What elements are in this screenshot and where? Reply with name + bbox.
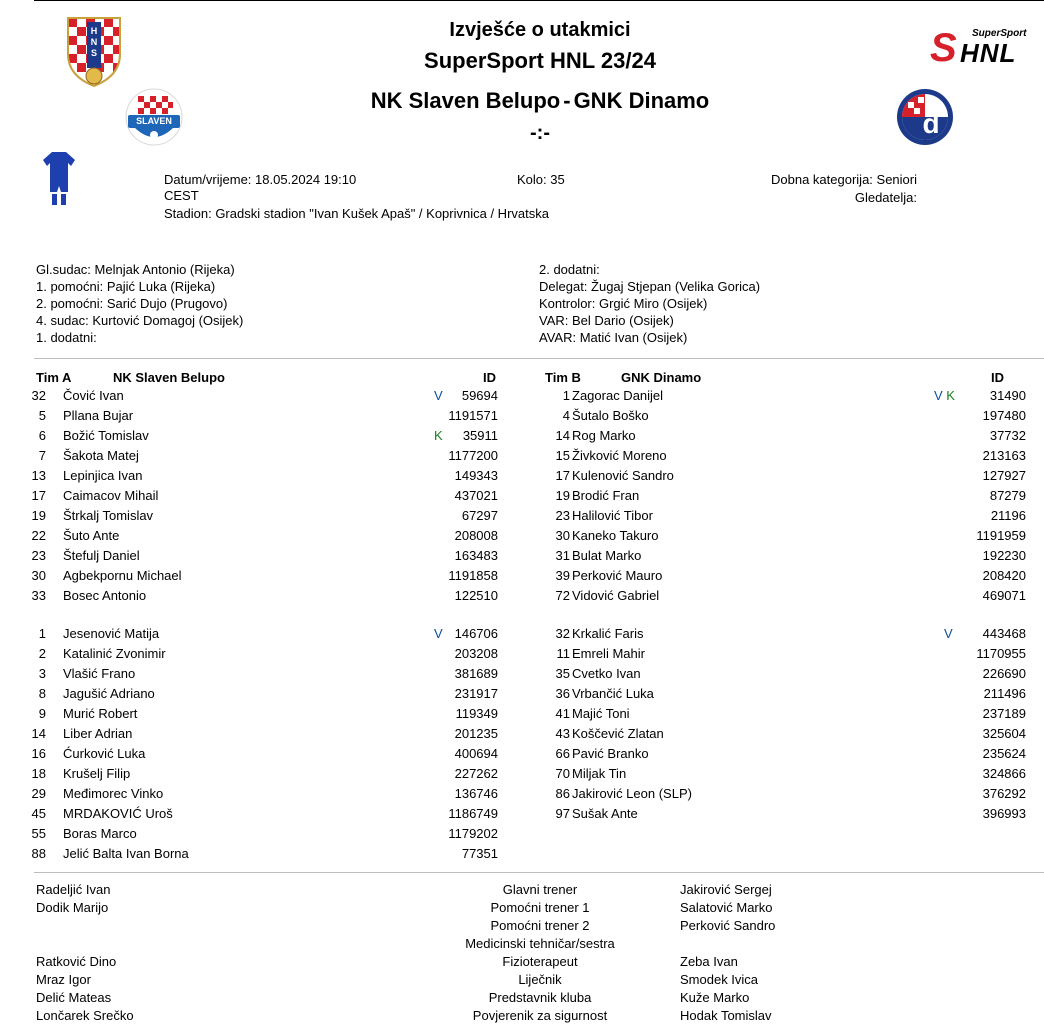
player-id: 77351 <box>461 846 498 861</box>
player-id: 197480 <box>982 408 1026 423</box>
player-name: Jesenović Matija <box>63 626 160 641</box>
team-a-id-header: ID <box>483 370 496 385</box>
player-number: 72 <box>555 588 570 603</box>
player-row <box>0 446 1044 466</box>
player-name: Murić Robert <box>63 706 138 721</box>
match-datetime: Datum/vrijeme: 18.05.2024 19:10 <box>164 172 357 187</box>
player-name: Zagorac Danijel <box>572 388 664 403</box>
staff-away-person: Zeba Ivan <box>680 954 738 969</box>
player-number: 17 <box>555 468 570 483</box>
player-name: Bosec Antonio <box>63 588 147 603</box>
hns-logo-text: HNS <box>90 26 98 58</box>
player-name: MRDAKOVIĆ Uroš <box>63 806 173 821</box>
staff-away-person: Kuže Marko <box>680 990 750 1005</box>
match-stadium: Stadion: Gradski stadion "Ivan Kušek Apaš" / Koprivnica / Hrvatska <box>164 206 549 221</box>
player-number: 1 <box>38 626 46 641</box>
player-number: 88 <box>31 846 46 861</box>
player-row <box>0 764 1044 784</box>
player-name: Živković Moreno <box>572 448 667 463</box>
kit-shirt-icon <box>42 150 76 206</box>
player-number: 4 <box>562 408 570 423</box>
player-name: Rog Marko <box>572 428 636 443</box>
player-row <box>0 426 1044 446</box>
player-number: 29 <box>31 786 46 801</box>
player-id: 119349 <box>455 706 498 721</box>
player-mark: V <box>944 626 953 641</box>
league-name: SuperSport HNL 23/24 <box>424 48 656 73</box>
player-id: 324866 <box>982 766 1026 781</box>
staff-role: Pomoćni trener 1 <box>490 900 590 915</box>
report-title: Izvješće o utakmici <box>449 19 631 41</box>
staff-away-person: Smodek Ivica <box>680 972 759 987</box>
staff-role: Povjerenik za sigurnost <box>472 1008 608 1023</box>
staff-away-person: Perković Sandro <box>680 918 776 933</box>
player-number: 11 <box>556 646 570 661</box>
player-number: 30 <box>555 528 570 543</box>
player-name: Vrbančić Luka <box>572 686 654 701</box>
player-row <box>0 744 1044 764</box>
player-row <box>0 644 1044 664</box>
supersport-logo-text: SuperSport <box>972 28 1027 39</box>
player-id: 203208 <box>454 646 498 661</box>
player-id: 31490 <box>989 388 1026 403</box>
player-number: 19 <box>555 488 570 503</box>
dinamo-logo <box>896 88 954 146</box>
player-name: Agbekpornu Michael <box>63 568 182 583</box>
player-row <box>0 386 1044 406</box>
player-number: 19 <box>31 508 46 523</box>
player-id: 443468 <box>982 626 1026 641</box>
player-id: 1177200 <box>448 448 498 463</box>
player-id: 59694 <box>461 388 498 403</box>
player-name: Majić Toni <box>572 706 630 721</box>
player-number: 2 <box>38 646 46 661</box>
match-score: -:- <box>530 122 550 144</box>
player-row <box>0 824 1044 844</box>
player-name: Međimorec Vinko <box>63 786 164 801</box>
player-number: 36 <box>555 686 570 701</box>
player-name: Caimacov Mihail <box>63 488 159 503</box>
player-number: 17 <box>31 488 46 503</box>
player-name: Bulat Marko <box>572 548 642 563</box>
player-number: 9 <box>38 706 46 721</box>
player-name: Ćurković Luka <box>63 746 146 761</box>
player-id: 437021 <box>454 488 498 503</box>
player-id: 208008 <box>454 528 498 543</box>
player-name: Jelić Balta Ivan Borna <box>63 846 189 861</box>
staff-home-person: Mraz Igor <box>36 972 91 987</box>
player-row <box>0 684 1044 704</box>
player-id: 213163 <box>982 448 1026 463</box>
officials-left <box>36 261 243 346</box>
player-id: 21196 <box>990 508 1026 523</box>
player-number: 23 <box>555 508 570 523</box>
player-name: Perković Mauro <box>572 568 663 583</box>
staff-away-person: Hodak Tomislav <box>680 1008 772 1023</box>
staff-role: Pomoćni trener 2 <box>490 918 590 933</box>
player-id: 226690 <box>982 666 1026 681</box>
player-id: 149343 <box>454 468 498 483</box>
player-name: Brodić Fran <box>572 488 640 503</box>
official-fourth: 4. sudac: Kurtović Domagoj (Osijek) <box>36 313 244 328</box>
player-id: 381689 <box>454 666 498 681</box>
official-additional-2: 2. dodatni: <box>539 262 600 277</box>
player-id: 396993 <box>982 806 1026 821</box>
official-controller: Kontrolor: Grgić Miro (Osijek) <box>539 296 708 311</box>
staff-role: Glavni trener <box>502 882 578 897</box>
player-row <box>0 724 1044 744</box>
player-row <box>0 526 1044 546</box>
player-id: 163483 <box>454 548 498 563</box>
player-name: Šakota Matej <box>63 448 139 463</box>
player-number: 18 <box>31 766 46 781</box>
player-id: 87279 <box>989 488 1026 503</box>
player-number: 22 <box>31 528 46 543</box>
player-row <box>0 784 1044 804</box>
player-number: 30 <box>31 568 46 583</box>
staff-home-person: Radeljić Ivan <box>36 882 111 897</box>
player-number: 5 <box>38 408 46 423</box>
player-number: 41 <box>555 706 570 721</box>
age-category: Dobna kategorija: Seniori <box>771 172 917 187</box>
player-row <box>0 546 1044 566</box>
player-number: 6 <box>38 428 46 443</box>
player-mark: V <box>434 626 443 641</box>
player-name: Krkalić Faris <box>572 626 644 641</box>
player-id: 400694 <box>454 746 498 761</box>
player-row <box>0 704 1044 724</box>
player-number: 1 <box>562 388 570 403</box>
staff-away-person: Jakirović Sergej <box>680 882 772 897</box>
player-number: 66 <box>555 746 570 761</box>
official-assistant-2: 2. pomoćni: Sarić Dujo (Prugovo) <box>36 296 228 311</box>
player-id: 1179202 <box>448 826 498 841</box>
official-additional-1: 1. dodatni: <box>36 330 97 345</box>
player-name: Kulenović Sandro <box>572 468 674 483</box>
team-b-name: GNK Dinamo <box>621 370 702 385</box>
player-id: 1186749 <box>448 806 498 821</box>
player-name: Halilović Tibor <box>572 508 653 523</box>
match-round: Kolo: 35 <box>517 172 565 187</box>
player-name: Sušak Ante <box>572 806 638 821</box>
player-id: 1191571 <box>448 408 498 423</box>
player-number: 3 <box>38 666 46 681</box>
player-row <box>0 486 1044 506</box>
top-border <box>34 0 1044 1</box>
match-title <box>270 88 810 114</box>
player-name: Štrkalj Tomislav <box>63 508 154 523</box>
player-name: Pllana Bujar <box>63 408 134 423</box>
player-number: 97 <box>555 806 570 821</box>
player-mark: K <box>434 428 443 443</box>
officials-right <box>539 261 760 346</box>
player-name: Kaneko Takuro <box>572 528 659 543</box>
official-main-referee: Gl.sudac: Melnjak Antonio (Rijeka) <box>36 262 235 277</box>
player-name: Katalinić Zvonimir <box>63 646 166 661</box>
player-id: 122510 <box>454 588 498 603</box>
player-name: Boras Marco <box>63 826 137 841</box>
player-name: Vidović Gabriel <box>572 588 660 603</box>
staff-home-person: Dodik Marijo <box>36 900 109 915</box>
player-name: Šuto Ante <box>63 528 120 543</box>
player-number: 33 <box>31 588 46 603</box>
player-id: 231917 <box>454 686 498 701</box>
player-name: Liber Adrian <box>63 726 133 741</box>
player-name: Božić Tomislav <box>63 428 149 443</box>
player-number: 35 <box>555 666 570 681</box>
player-row <box>0 804 1044 824</box>
player-number: 45 <box>31 806 46 821</box>
match-timezone: CEST <box>164 188 199 203</box>
player-name: Lepinjica Ivan <box>63 468 143 483</box>
divider <box>34 872 1044 873</box>
team-b-label: Tim B <box>545 370 581 385</box>
player-id: 201235 <box>454 726 498 741</box>
hnl-logo-text: HNL <box>960 38 1017 68</box>
player-number: 86 <box>555 786 570 801</box>
player-name: Štefulj Daniel <box>63 548 140 563</box>
team-b-id-header: ID <box>991 370 1004 385</box>
player-mark: V <box>434 388 443 403</box>
supersport-hnl-logo <box>930 24 1036 72</box>
official-var: VAR: Bel Dario (Osijek) <box>539 313 674 328</box>
team-a-label: Tim A <box>36 370 72 385</box>
away-team-name: GNK Dinamo <box>573 88 710 113</box>
player-id: 211496 <box>983 686 1026 701</box>
team-kit <box>42 150 76 206</box>
staff-role: Predstavnik kluba <box>488 990 592 1005</box>
player-number: 70 <box>555 766 570 781</box>
player-id: 325604 <box>982 726 1026 741</box>
player-number: 16 <box>31 746 46 761</box>
player-number: 55 <box>31 826 46 841</box>
player-id: 376292 <box>982 786 1026 801</box>
staff-home-person: Ratković Dino <box>36 954 117 969</box>
player-number: 43 <box>555 726 570 741</box>
player-number: 23 <box>31 548 46 563</box>
slaven-belupo-logo <box>125 88 183 146</box>
staff-role: Fizioterapeut <box>502 954 578 969</box>
attendance: Gledatelja: <box>854 190 917 205</box>
staff-home-person: Lončarek Srečko <box>36 1008 134 1023</box>
player-name: Miljak Tin <box>572 766 627 781</box>
player-id: 67297 <box>461 508 498 523</box>
player-id: 237189 <box>982 706 1026 721</box>
player-id: 227262 <box>454 766 498 781</box>
player-id: 192230 <box>982 548 1026 563</box>
player-row <box>0 466 1044 486</box>
player-id: 1191959 <box>976 528 1026 543</box>
player-id: 127927 <box>982 468 1026 483</box>
player-row <box>0 406 1044 426</box>
player-id: 469071 <box>982 588 1026 603</box>
player-id: 146706 <box>454 626 498 641</box>
hns-logo <box>62 14 126 88</box>
divider <box>34 358 1044 359</box>
staff-role: Medicinski tehničar/sestra <box>465 936 615 951</box>
player-number: 14 <box>555 428 570 443</box>
team-a-name: NK Slaven Belupo <box>113 370 225 385</box>
player-row <box>0 566 1044 586</box>
player-name: Emreli Mahir <box>572 646 645 661</box>
player-id: 37732 <box>989 428 1026 443</box>
staff-home-person: Delić Mateas <box>36 990 112 1005</box>
player-name: Jakirović Leon (SLP) <box>572 786 692 801</box>
player-row <box>0 506 1044 526</box>
home-team-name: NK Slaven Belupo <box>370 88 561 113</box>
slaven-logo-text: SLAVEN <box>136 116 172 126</box>
staff-away-person: Salatović Marko <box>680 900 773 915</box>
player-name: Cvetko Ivan <box>572 666 641 681</box>
player-id: 1191858 <box>448 568 498 583</box>
official-assistant-1: 1. pomoćni: Pajić Luka (Rijeka) <box>36 279 216 294</box>
player-id: 235624 <box>982 746 1026 761</box>
dinamo-logo-text: d <box>922 108 940 139</box>
player-number: 32 <box>31 388 46 403</box>
player-name: Čović Ivan <box>63 388 124 403</box>
player-number: 39 <box>555 568 570 583</box>
official-avar: AVAR: Matić Ivan (Osijek) <box>539 330 688 345</box>
player-id: 136746 <box>454 786 498 801</box>
player-number: 15 <box>555 448 570 463</box>
player-row <box>0 844 1044 864</box>
team-separator: - <box>563 88 571 113</box>
player-id: 1170955 <box>976 646 1026 661</box>
player-id: 208420 <box>982 568 1026 583</box>
player-number: 13 <box>31 468 46 483</box>
player-row <box>0 624 1044 644</box>
official-delegate: Delegat: Žugaj Stjepan (Velika Gorica) <box>539 279 761 294</box>
player-row <box>0 586 1044 606</box>
player-name: Koščević Zlatan <box>572 726 664 741</box>
player-number: 14 <box>31 726 46 741</box>
player-number: 7 <box>38 448 46 463</box>
player-number: 8 <box>38 686 46 701</box>
player-name: Krušelj Filip <box>63 766 131 781</box>
player-mark: V K <box>934 388 955 403</box>
player-id: 35911 <box>462 428 498 443</box>
player-number: 31 <box>555 548 570 563</box>
player-name: Šutalo Boško <box>572 408 649 423</box>
player-number: 32 <box>555 626 570 641</box>
player-name: Jagušić Adriano <box>63 686 155 701</box>
player-name: Pavić Branko <box>572 746 649 761</box>
staff-role: Liječnik <box>518 972 562 987</box>
player-name: Vlašić Frano <box>63 666 136 681</box>
player-row <box>0 664 1044 684</box>
supersport-logo-letter: S <box>930 26 957 70</box>
